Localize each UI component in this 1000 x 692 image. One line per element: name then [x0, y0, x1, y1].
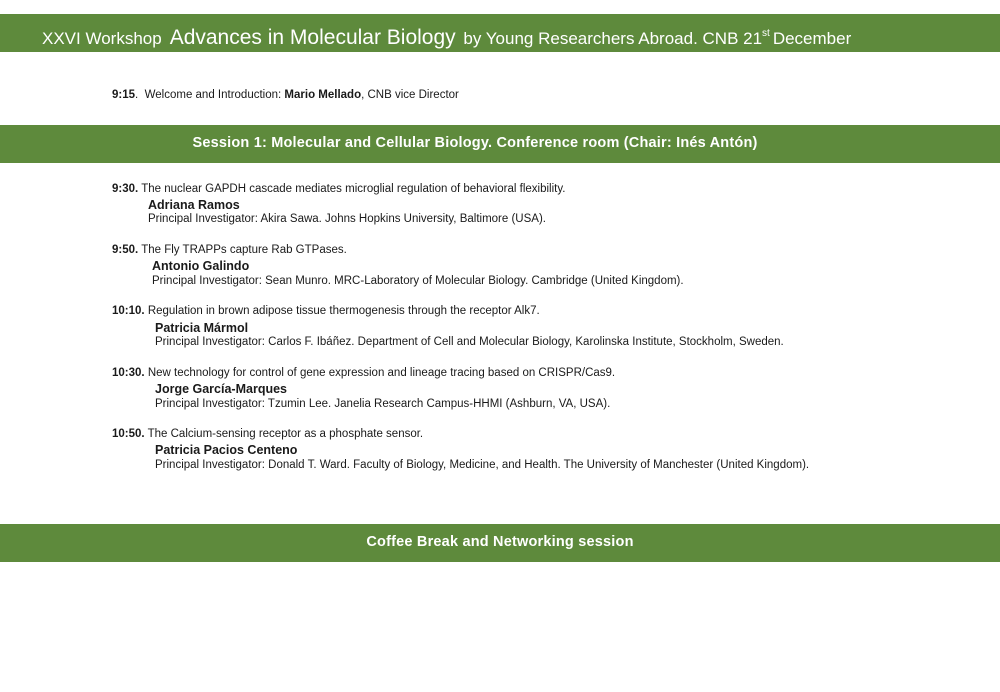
- date-month: December: [772, 29, 852, 48]
- date-ordinal: st: [762, 28, 770, 39]
- talk-pi: Principal Investigator: Akira Sawa. Johns Hopkins University, Baltimore (USA).: [148, 213, 546, 225]
- talk-pi: Principal Investigator: Donald T. Ward. Faculty of Biology, Medicine, and Health. The University of Manchester (United Kingdom).: [155, 459, 810, 471]
- workshop-title: [42, 14, 851, 52]
- talk-time: 10:50.: [112, 428, 145, 440]
- welcome-time: 9:15: [112, 89, 136, 101]
- talk-pi: Principal Investigator: Tzumin Lee. Janelia Research Campus-HHMI (Ashburn, VA, USA).: [155, 398, 611, 410]
- coffee-break-title: Coffee Break and Networking session: [366, 534, 634, 550]
- session-title: Session 1: Molecular and Cellular Biology. Conference room (Chair: Inés Antón): [192, 135, 758, 151]
- talk-speaker: Jorge García-Marques: [155, 382, 287, 396]
- talk-pi: Principal Investigator: Sean Munro. MRC-Laboratory of Molecular Biology. Cambridge (United Kingdom).: [152, 275, 684, 287]
- workshop-main-title: Advances in Molecular Biology: [169, 26, 456, 49]
- workshop-subtitle: by Young Researchers Abroad. CNB 21: [463, 29, 763, 48]
- session-band: [0, 125, 1000, 163]
- talk-title: New technology for control of gene expression and lineage tracing based on CRISPR/Cas9.: [147, 367, 616, 379]
- talk-title: Regulation in brown adipose tissue thermogenesis through the receptor Alk7.: [147, 305, 540, 317]
- talk-title: The Calcium-sensing receptor as a phosphate sensor.: [147, 428, 424, 440]
- welcome-role: , CNB vice Director: [361, 89, 459, 101]
- talk-time: 9:50.: [112, 244, 139, 256]
- talk-speaker: Antonio Galindo: [152, 259, 250, 273]
- talk-speaker: Patricia Pacios Centeno: [155, 443, 298, 457]
- coffee-break-band: [0, 524, 1000, 562]
- talk-time: 10:30.: [112, 367, 145, 379]
- welcome-text: Welcome and Introduction:: [144, 89, 282, 101]
- talk-speaker: Adriana Ramos: [148, 198, 240, 212]
- header-band: [0, 14, 1000, 52]
- welcome-speaker: Mario Mellado: [284, 89, 362, 101]
- workshop-prefix: XXVI Workshop: [42, 29, 162, 48]
- welcome-line: 9:15. Welcome and Introduction: Mario Mellado, CNB vice Director: [112, 89, 459, 101]
- talk-title: The Fly TRAPPs capture Rab GTPases.: [141, 244, 347, 256]
- talk-time: 9:30.: [112, 183, 139, 195]
- talk-pi: Principal Investigator: Carlos F. Ibáñez. Department of Cell and Molecular Biology, Karolinska Institute, Stockholm, Sweden.: [155, 336, 784, 348]
- talk-time: 10:10.: [112, 305, 145, 317]
- talk-speaker: Patricia Mármol: [155, 321, 249, 335]
- talk-title: The nuclear GAPDH cascade mediates microglial regulation of behavioral flexibility.: [141, 183, 566, 195]
